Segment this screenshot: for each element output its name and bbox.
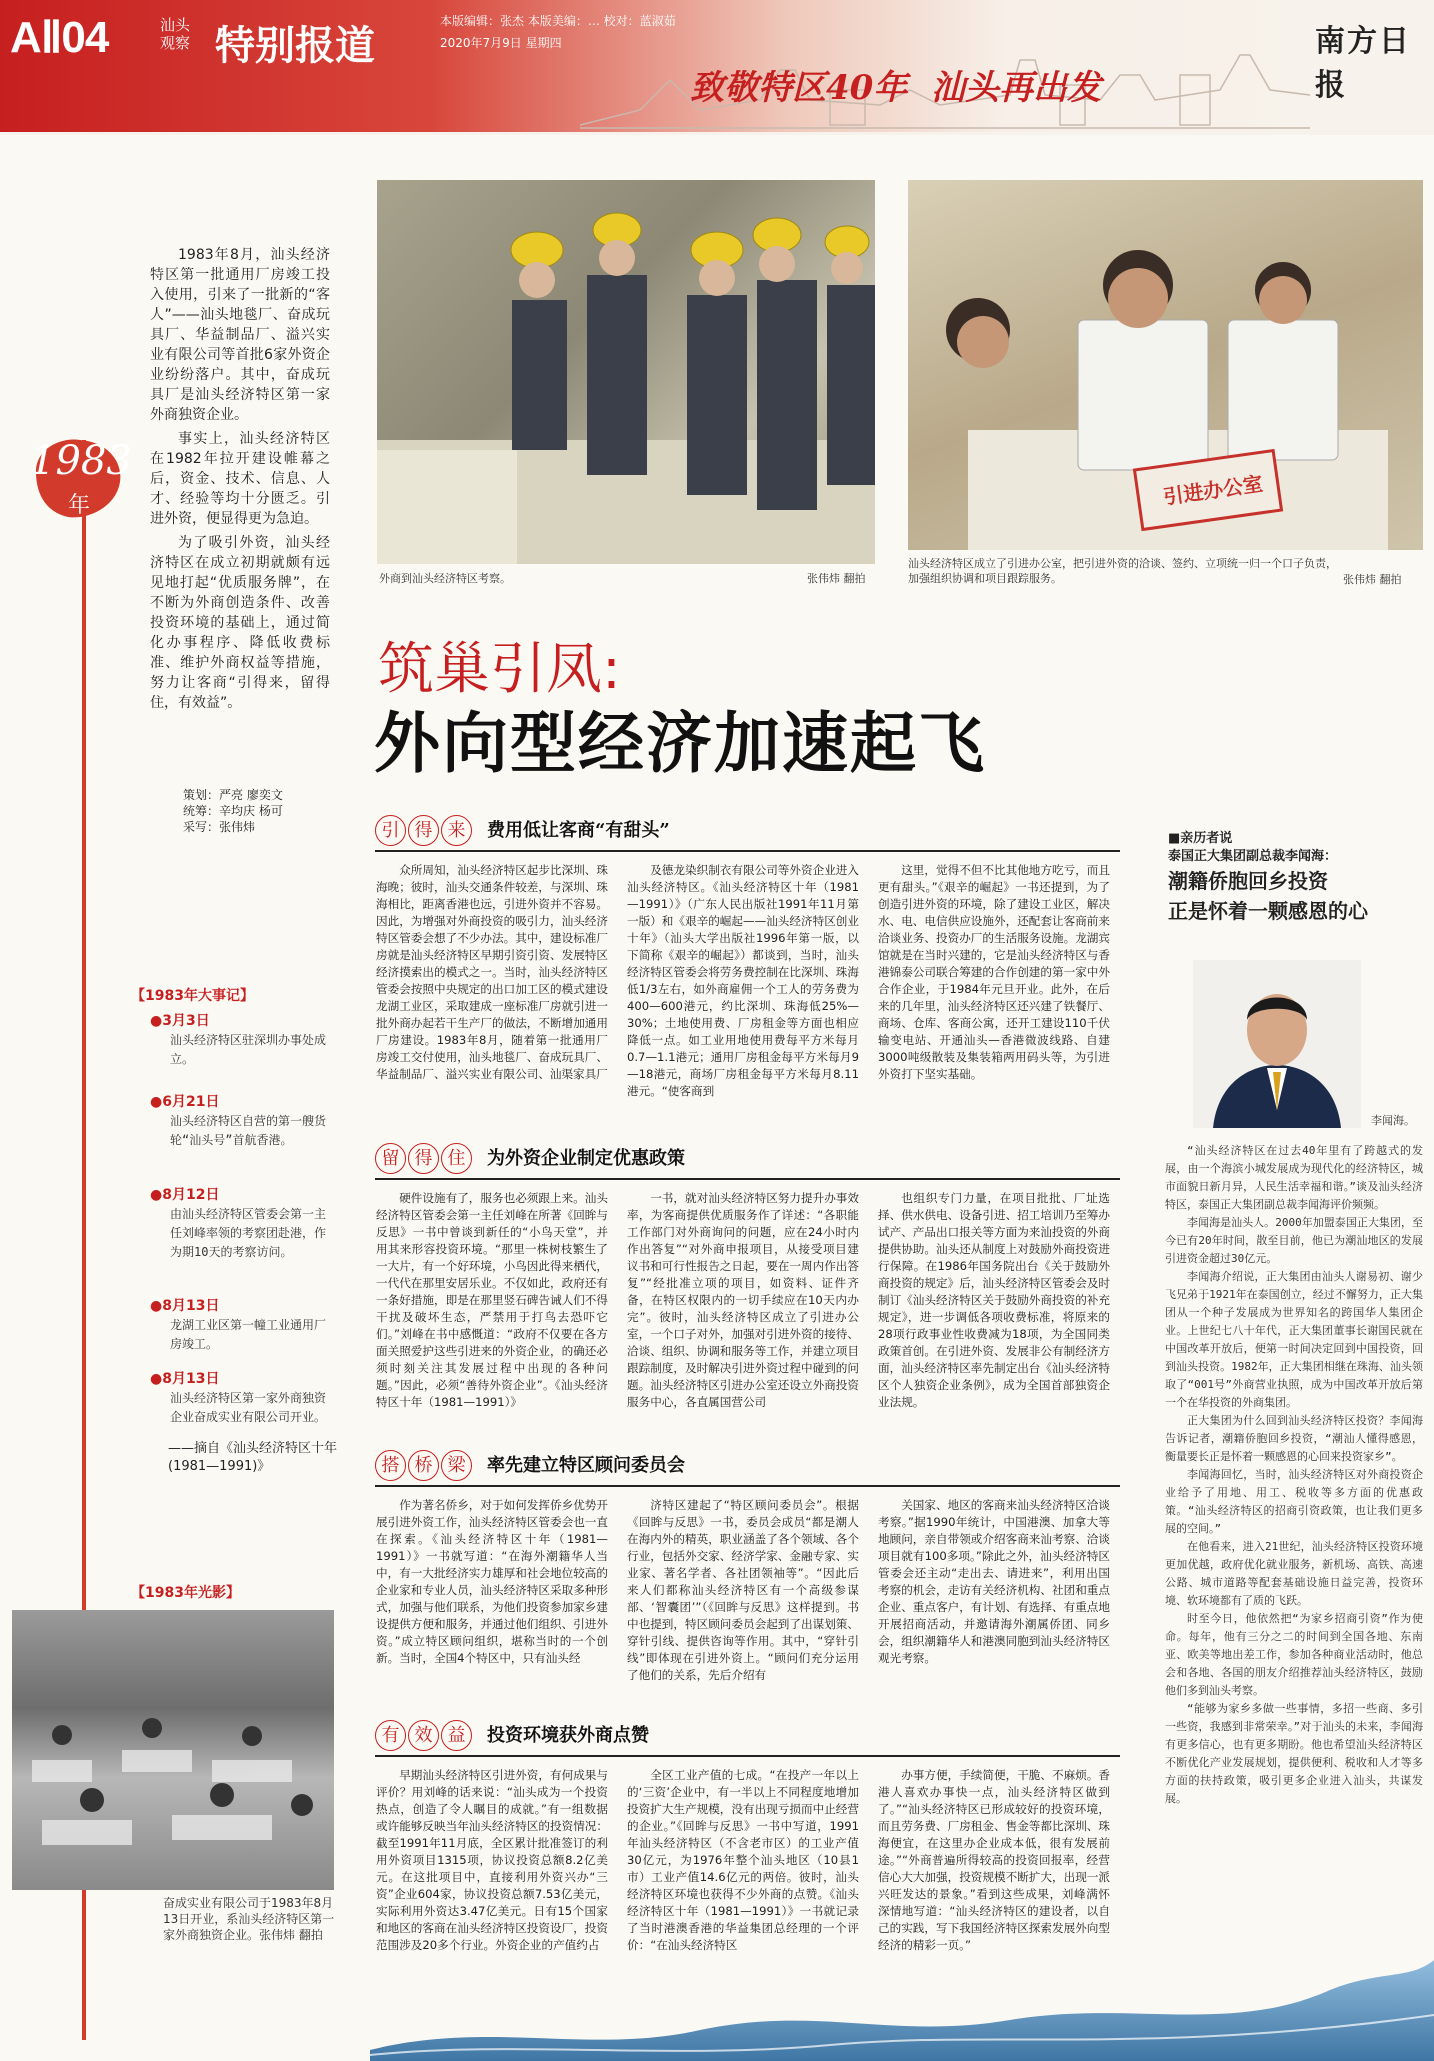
section-title: 投资环境获外商点赞 [487, 1725, 649, 1746]
anniversary-slogan [690, 60, 1101, 109]
paragraph: 时至今日，他依然把“为家乡招商引资”作为使命。每年，他有三分之二的时间到全国各地、东南亚、欧美等地出差工作，参加各种商业活动时，他总会和各地、各国的朋友介绍推荐汕头经济特区，鼓励他们多到汕头考察。 [1165, 1612, 1423, 1697]
date-line: 2020年7月9日 星期四 [440, 36, 562, 50]
profile-subtitle: 泰国正大集团副总裁李闻海： [1168, 849, 1338, 864]
office-photo [908, 180, 1423, 550]
divider [375, 1485, 1120, 1487]
year-number: 1983 [30, 438, 132, 484]
profile-title-line: 正是怀着一颗感恩的心 [1168, 899, 1368, 923]
paragraph: 在他看来，进入21世纪，汕头经济特区投资环境更加优越，政府优化就业服务，新机场、高铁、高速公路、城市道路等配套基础设施日益完善，投资环境、软环境都有了质的飞跃。 [1165, 1540, 1423, 1607]
editor-line: 本版编辑：张杰 本版美编：… 校对：蓝淑茹 [440, 14, 676, 28]
credits [183, 787, 333, 835]
bullet-icon: ● [150, 1187, 163, 1203]
event-date: 6月21日 [162, 1094, 220, 1110]
office-sign-text: 引进办公室 [1161, 471, 1265, 510]
section-3-column-3 [878, 1497, 1110, 1707]
credit-line: 策划：严亮 廖奕文 [183, 788, 283, 802]
tag-char: 益 [441, 1720, 472, 1751]
paragraph: 作为著名侨乡，对于如何发挥侨乡优势开展引进外资工作，汕头经济特区管委会也一直在探索。《汕头经济特区十年（1981—1991）》一书就写道：“在海外潮籍华人当中，有一大批经济实力雄厚和社会地位较高的企业家和专业人员，汕头经济特区采取多种形式，加强与他们联系，为他们投资参加家乡建设提供方便和服务，并通过他们组织、引进外资。”成立特区顾问组织，堪称当时的一个创新。当时，全国4个特区中，只有汕头经 [376, 1498, 608, 1665]
section-small-line: 汕头 [160, 16, 191, 34]
paragraph: 硬件设施有了，服务也必须跟上来。汕头经济特区管委会第一主任刘峰在所著《回眸与反思》一书中曾谈到新任的“小鸟天堂”，并用其来形容投资环境。“那里一株树枝繁生了一大片，有一个好环境，小鸟因此得来栖代，一代代在那里安居乐业。不仅如此，政府还有一条好措施，即是在那里竖石碑告诫人们不得干扰及破坏生态，严禁用于打鸟去恐吓它们。”刘峰在书中感慨道：“政府不仅要在各方面关照爱护这些引进来的外资企业，的确还必须时刻关注其发展过程中出现的各种问题。”因此，必须“善待外资企业”。《汕头经济特区十年（1981—1991）》 [376, 1191, 608, 1409]
bullet-icon: ● [150, 1094, 163, 1110]
wave-decoration [370, 1960, 1434, 2061]
event-text: 汕头经济特区第一家外商独资企业奋成实业有限公司开业。 [170, 1391, 327, 1424]
factory-photo-caption: 奋成实业有限公司于1983年8月13日开业，系汕头经济特区第一家外商独资企业。张伟炜 翻拍 [163, 1896, 335, 1942]
event-item [150, 1012, 330, 1069]
section-2-heading [375, 1143, 687, 1174]
section-1-column-2 [627, 862, 859, 1122]
section-title: 为外资企业制定优惠政策 [487, 1148, 685, 1169]
left-photo-credit: 张伟炜 翻拍 [807, 572, 866, 585]
profile-title [1168, 866, 1368, 926]
section-4-heading [375, 1720, 651, 1751]
paragraph: 及德龙染织制衣有限公司等外资企业进入汕头经济特区。《汕头经济特区十年（1981—1991）》（广东人民出版社1991年11月第一版）和《艰辛的崛起——汕头经济特区创业十年》（汕头大学出版社1996年第一版，以下简称《艰辛的崛起》）都谈到，当时，汕头经济特区管委会将劳务费控制在比深圳、珠海低1/3左右，如外商雇佣一个工人的劳务费为400—600港元，约比深圳、珠海低25%—30%；土地使用费、厂房租金等方面也相应降低一点。如工业用地使用费每平方米每月0.7—1.1港元；通用厂房租金每平方米每月9—18港元，商场厂房租金每平方米每月8.11港元。“使客商到 [627, 863, 859, 1098]
section-small-line: 观察 [160, 34, 191, 52]
tag-char: 得 [408, 815, 439, 846]
portrait-photo [1193, 960, 1361, 1128]
section-1-column-3 [878, 862, 1110, 1122]
section-4-column-2 [627, 1767, 859, 1982]
section-4-column-3 [878, 1767, 1110, 1982]
paragraph: 这里，觉得不但不比其他地方吃亏，而且更有甜头。”《艰辛的崛起》一书还提到，为了创造引进外资的环境，除了建设工业区，解决水、电、电信供应设施外，还配套让客商前来洽谈业务、投资办厂的生活服务设施。龙湖宾馆就是在当时兴建的，它是汕头经济特区与香港锦泰公司联合筹建的合作创建的第一家中外合作企业，于1984年元旦开业。此外，在后来的几年里，汕头经济特区还兴建了铁餐厅、商场、仓库、客商公寓，还开工建设110千伏输变电站、开通汕头—香港微波线路、自建3000吨级散装及集装箱两用码头等，为引进外资打下坚实基础。 [878, 863, 1110, 1081]
section-title: 率先建立特区顾问委员会 [487, 1455, 685, 1476]
section-2-column-2 [627, 1190, 859, 1425]
bullet-icon: ● [150, 1013, 163, 1029]
tag-char: 来 [441, 815, 472, 846]
event-date: 3月3日 [162, 1013, 210, 1029]
left-photo-caption: 外商到汕头经济特区考察。 [379, 572, 511, 585]
event-text: 龙湖工业区第一幢工业通用厂房竣工。 [170, 1318, 327, 1351]
events-source: ——摘自《汕头经济特区十年(1981—1991)》 [168, 1441, 338, 1474]
right-photo-credit: 张伟炜 翻拍 [1343, 573, 1402, 586]
profile-body [1165, 1142, 1423, 1808]
paragraph: 正大集团为什么回到汕头经济特区投资？李闻海告诉记者，潮籍侨胞回乡投资，“潮汕人懂得感恩，衡量要长正是怀着一颗感恩的心回来投资家乡”。 [1165, 1414, 1423, 1463]
header-meta [440, 10, 676, 54]
tag-char: 留 [375, 1143, 406, 1174]
paragraph: 济特区建起了“特区顾问委员会”。根据《回眸与反思》一书，委员会成员“都是潮人在海内外的精英，职业涵盖了各个领域、各个行业，包括外交家、经济学家、金融专家、实业家、著名学者、各社团领袖等”。“因此后来人们都称汕头经济特区有一个高级参谋部、‘智囊团’”（《回眸与反思》这样提到。书中也提到，特区顾问委员会起到了出谋划策、穿针引线、提供咨询等作用。其中，“穿针引线”即体现在引进外资上。“顾问们充分运用了他们的关系，先后介绍有 [627, 1498, 859, 1682]
slogan-part-a: 致敬特区40年 [690, 68, 908, 108]
slogan-part-b: 汕头再出发 [931, 68, 1102, 108]
paragraph: 关国家、地区的客商来汕头经济特区洽谈考察。”据1990年统计，中国港澳、加拿大等地顾问，亲自带领或介绍客商来汕考察、洽谈项目就有100多项。”除此之外，汕头经济特区管委会还主动“走出去、请进来”，利用出国考察的机会，走访有关经济机构、社团和重点企业、重点客户，有计划、有选择、有重点地开展招商活动，并邀请海外潮属侨团、同乡会，组织潮籍华人和港澳同胞到汕头经济特区观光考察。 [878, 1498, 1110, 1665]
divider [375, 850, 1120, 852]
paragraph: 李闻海介绍说，正大集团由汕头人谢易初、谢少飞兄弟于1921年在泰国创立，经过不懈努力，正大集团从一个种子发展成为世界知名的跨国华人集团企业。上世纪七八十年代，正大集团董事长谢国民就在中国改革开放后，便第一时间决定回到中国投资，回到汕头投资。1982年，正大集团相继在珠海、汕头领取了“001号”外商营业执照，成为中国改革开放后第一个在华投资的外商集团。 [1165, 1270, 1423, 1409]
tag-char: 梁 [441, 1450, 472, 1481]
paragraph: 也组织专门力量，在项目批批、厂址选择、供水供电、设备引进、招工培训乃至筹办试产、产品出口报关等方面为来汕投资的外商提供协助。汕头还从制度上对鼓励外商投资进行保障。在1986年国务院出台《关于鼓励外商投资的规定》后，汕头经济特区管委会及时制订《汕头经济特区关于鼓励外商投资的补充规定》，进一步调低各项收费标准，将原来的28项行政事业性收费减为18项，为全国同类政策首创。在引进外资、发展非公有制经济方面，汕头经济特区率先制定出台《汕头经济特区个人独资企业条例》，成为全国首部独资企业法规。 [878, 1191, 1110, 1409]
paragraph: 众所周知，汕头经济特区起步比深圳、珠海晚；彼时，汕头交通条件较差，与深圳、珠海相比，距离香港也远，引进外资并不容易。因此，为增强对外商投资的吸引力，汕头经济特区管委会想了不少办法。其中，建设标准厂房就是汕头经济特区早期引资引资、发展特区经济摸索出的模式之一。当时，汕头经济特区管委会按照中央规定的出口加工区的模式建设龙湖工业区，采取建成一座标准厂房就引进一批外商办起若干生产厂的做法，不断增加通用厂房建设。1983年8月，随着第一批通用厂房竣工交付使用，汕头地毯厂、奋成玩具厂、华益制品厂、溢兴实业有限公司、汕渠家具厂 [376, 863, 608, 1081]
inspection-photo [377, 180, 875, 564]
event-date: 8月12日 [162, 1187, 220, 1203]
credit-line: 采写：张伟炜 [183, 820, 256, 834]
event-date: 8月13日 [162, 1371, 220, 1387]
year-suffix: 年 [68, 493, 91, 518]
intro-paragraph: 1983年8月，汕头经济特区第一批通用厂房竣工投入使用，引来了一批新的“客人”——汕头地毯厂、奋成玩具厂、华益制品厂、溢兴实业有限公司等首批6家外资企业纷纷落户。其中，奋成玩具厂是汕头经济特区第一家外商独资企业。 [150, 247, 330, 423]
section-title: 特别报道 [215, 23, 375, 69]
section-4-column-1 [376, 1767, 608, 1982]
event-item [150, 1093, 330, 1150]
headline-kicker: 筑巢引凤: [378, 637, 621, 702]
paragraph: “汕头经济特区在过去40年里有了跨越式的发展，由一个海滨小城发展成为现代化的经济特区，城市面貌日新月异，人民生活幸福和谐。”谈及汕头经济特区，泰国正大集团副总裁李闻海评价频频。 [1165, 1144, 1423, 1211]
section-2-column-1 [376, 1190, 608, 1425]
paragraph: 李闻海是汕头人。2000年加盟泰国正大集团，至今已有20年时间，散至目前，他已为潮汕地区的发展引进资金超过30亿元。 [1165, 1216, 1423, 1265]
section-small-label [160, 16, 190, 52]
tag-char: 引 [375, 815, 406, 846]
profile-title-line: 潮籍侨胞回乡投资 [1168, 869, 1328, 893]
paragraph: 办事方便，手续简便，干脆、不麻烦。香港人喜欢办事快一点，汕头经济特区做到了。”“汕头经济特区已形成较好的投资环境，而且劳务费、厂房租金、售金等都比深圳、珠海便宜，在这里办企业成本低，很有发展前途。”“外商普遍所得较高的投资回报率，经营信心大大加强，投资规模不断扩大，出现一派兴旺发达的景象。”看到这些成果，刘峰满怀深情地写道：“汕头经济特区的建设者，以自己的实践，写下我国经济特区探索发展外向型经济的精彩一页。” [878, 1768, 1110, 1952]
event-item [150, 1297, 330, 1354]
headline: 外向型经济加速起飞 [374, 704, 986, 782]
event-item [150, 1186, 330, 1262]
intro-text [150, 245, 330, 717]
right-photo-caption: 汕头经济特区成立了引进办公室，把引进外资的洽谈、签约、立项统一归一个口子负责，加强组织协调和项目跟踪服务。 [908, 557, 1337, 585]
bullet-icon: ● [150, 1371, 163, 1387]
paragraph: 一书，就对汕头经济特区努力提升办事效率，为客商提供优质服务作了详述：“各职能工作部门对外商询问的问题，应在24小时内作出答复”“对外商申报项目，从接受项目建议书和可行性报告之日起，要在一周内作出答复”“经批准立项的项目，如资料、证件齐备，在特区权限内的一切手续应在10天内办完”。彼时，汕头经济特区成立了引进办公室，一个口子对外，加强对引进外资的接待、洽谈、组织、协调和服务等工作，并建立项目跟踪制度，及时解决引进外资过程中碰到的问题。汕头经济特区引进办公室还设立外商投资服务中心，各直属国营公司 [627, 1191, 859, 1409]
paragraph: 李闻海回忆，当时，汕头经济特区对外商投资企业给予了用地、用工、税收等多方面的优惠政策。“汕头经济特区的招商引资政策，也让我们更多展的空间。” [1165, 1468, 1423, 1535]
event-date: 8月13日 [162, 1298, 220, 1314]
section-3-heading [375, 1450, 687, 1481]
event-text: 汕头经济特区驻深圳办事处成立。 [170, 1033, 327, 1066]
event-text: 由汕头经济特区管委会第一主任刘峰率领的考察团赴港，作为期10天的考察访问。 [170, 1207, 327, 1259]
section-1-column-1 [376, 862, 608, 1122]
tag-char: 得 [408, 1143, 439, 1174]
tag-char: 住 [441, 1143, 472, 1174]
credit-line: 统筹：辛均庆 杨可 [183, 804, 283, 818]
intro-paragraph: 事实上，汕头经济特区在1982年拉开建设帷幕之后，资金、技术、信息、人才、经验等均十分匮乏。引进外资，便显得更为急迫。 [150, 431, 330, 527]
tag-char: 效 [408, 1720, 439, 1751]
section-2-column-3 [878, 1190, 1110, 1425]
divider [375, 1755, 1120, 1757]
paragraph: 全区工业产值的七成。“在投产一年以上的‘三资’企业中，有一半以上不同程度地增加投资扩大生产规模，没有出现亏损而中止经营的企业。”《回眸与反思》一书中写道，1991年汕头经济特区（不含老市区）的工业产值30亿元，为1976年整个汕头地区（10县1市）工业产值14.6亿元的两倍。彼时，汕头经济特区环境也获得不少外商的点赞。《汕头经济特区十年（1981—1991）》一书就记录了当时港澳香港的华益集团总经理的一个评价：“在汕头经济特区 [627, 1768, 859, 1952]
paragraph: 早期汕头经济特区引进外资，有何成果与评价？用刘峰的话来说：“汕头成为一个投资热点，创造了令人瞩目的成就。”有一组数据或许能够反映当年汕头经济特区的投资情况：截至1991年11月底，全区累计批准签订的利用外资项目1315项，协议投资总额8.2亿美元。在这批项目中，直接利用外资兴办“三资”企业604家，协议投资总额7.53亿美元，实际利用外资达3.47亿美元。日有15个国家和地区的客商在汕头经济特区投资设厂，投资范围涉及20多个行业。外资企业的产值约占 [376, 1768, 608, 1952]
factory-workers-photo [12, 1610, 334, 1890]
profile-label: ■亲历者说 [1168, 831, 1233, 846]
tag-char: 有 [375, 1720, 406, 1751]
event-text: 汕头经济特区自营的第一艘货轮“汕头号”首航香港。 [170, 1114, 327, 1147]
divider [375, 1178, 1120, 1180]
newspaper-logo: 南方日报 [1315, 24, 1411, 103]
section-3-column-1 [376, 1497, 608, 1707]
portrait-caption: 李闻海。 [1371, 1114, 1415, 1127]
tag-char: 桥 [408, 1450, 439, 1481]
events-heading: 【1983年大事记】 [131, 988, 254, 1004]
intro-paragraph: 为了吸引外资，汕头经济特区在成立初期就颇有远见地打起“优质服务牌”，在不断为外商创造条件、改善投资环境的基础上，通过简化办事程序、降低收费标准、维护外商权益等措施，努力让客商“引得来，留得住，有效益”。 [150, 535, 330, 711]
section-3-column-2 [627, 1497, 859, 1707]
page-number: AⅡ04 [10, 13, 109, 62]
section-1-heading [375, 815, 672, 846]
event-item [150, 1370, 330, 1427]
section-title: 费用低让客商“有甜头” [487, 820, 670, 841]
photos-heading: 【1983年光影】 [131, 1585, 240, 1601]
paragraph: “能够为家乡多做一些事情，多招一些商、多引一些资，我感到非常荣幸。”对于汕头的未来，李闻海有更多信心，也有更多期盼。他也希望汕头经济特区不断优化产业发展规划，提供便利、税收和人才等多方面的扶持政策，吸引更多企业进入汕头，共谋发展。 [1165, 1702, 1423, 1805]
bullet-icon: ● [150, 1298, 163, 1314]
tag-char: 搭 [375, 1450, 406, 1481]
